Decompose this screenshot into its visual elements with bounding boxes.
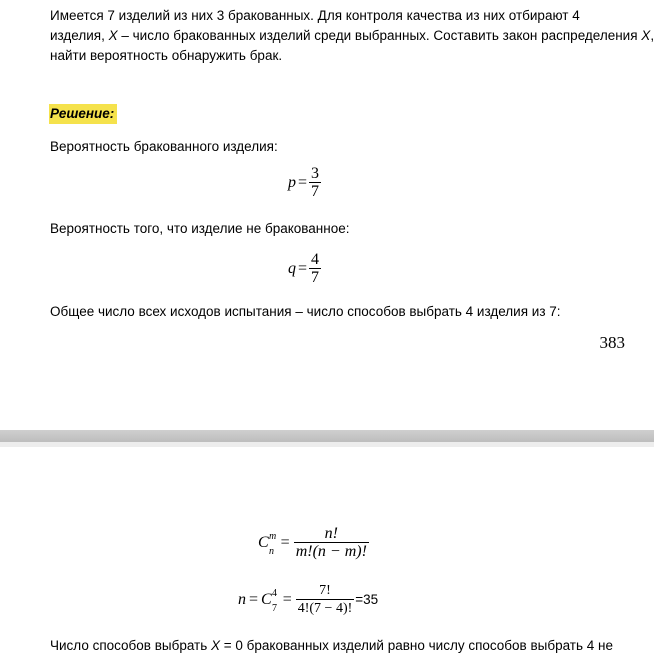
bottom-text: Число способов выбрать bbox=[50, 638, 212, 653]
fraction-numerator: n! bbox=[324, 525, 338, 542]
problem-line-1: Имеется 7 изделий из них 3 бракованных. Для контроля качества из них отбирают 4 bbox=[50, 8, 580, 23]
formula-q bbox=[288, 251, 321, 286]
fraction-denominator: 7 bbox=[311, 269, 320, 286]
problem-text: изделия, bbox=[50, 28, 109, 43]
fraction bbox=[309, 251, 321, 286]
formula-equals: = bbox=[280, 533, 290, 551]
formula-equals: = bbox=[298, 259, 308, 277]
combination-c: C bbox=[258, 533, 269, 551]
combination-symbol bbox=[258, 530, 279, 557]
page-number: 383 bbox=[599, 333, 625, 352]
problem-text: , bbox=[650, 28, 654, 43]
variable-x: X bbox=[641, 28, 651, 43]
fraction-numerator: 4 bbox=[311, 251, 320, 268]
formula-n bbox=[238, 582, 378, 617]
variable-x: X bbox=[108, 28, 118, 43]
problem-statement bbox=[50, 6, 654, 66]
formula-result: =35 bbox=[355, 591, 379, 607]
formula-combinations bbox=[258, 525, 369, 560]
text-bottom bbox=[50, 636, 613, 656]
combination-subscript: 7 bbox=[272, 602, 278, 614]
formula-equals: = bbox=[282, 590, 292, 608]
text-total-outcomes: Общее число всех исходов испытания – число способов выбрать 4 изделия из 7: bbox=[50, 304, 561, 319]
combination-subscript: n bbox=[269, 545, 274, 557]
fraction-denominator: 7 bbox=[311, 183, 320, 200]
solution-label: Решение: bbox=[49, 104, 117, 124]
page-separator bbox=[0, 430, 654, 442]
fraction bbox=[309, 165, 321, 200]
formula-equals: = bbox=[249, 590, 259, 608]
problem-line-2 bbox=[50, 26, 654, 46]
combination-superscript: m bbox=[269, 530, 277, 542]
formula-equals: = bbox=[298, 173, 308, 191]
page-separator-shadow bbox=[0, 442, 654, 447]
variable-x: X bbox=[211, 638, 221, 653]
fraction-denominator: 4!(7 − 4)! bbox=[297, 601, 353, 616]
problem-line-3: найти вероятность обнаружить брак. bbox=[50, 48, 283, 63]
formula-lhs: n bbox=[238, 590, 246, 608]
fraction-numerator: 3 bbox=[311, 165, 320, 182]
fraction-numerator: 7! bbox=[319, 583, 331, 598]
combination-superscript: 4 bbox=[272, 587, 278, 599]
fraction bbox=[294, 525, 369, 560]
fraction bbox=[296, 582, 355, 617]
combination-c: C bbox=[261, 590, 272, 608]
text-defect-probability: Вероятность бракованного изделия: bbox=[50, 139, 278, 154]
text-nondefect-probability: Вероятность того, что изделие не бракованное: bbox=[50, 221, 350, 236]
formula-p bbox=[288, 165, 321, 200]
problem-text: – число бракованных изделий среди выбранных. Составить закон распределения bbox=[117, 28, 642, 43]
fraction-denominator: m!(n − m)! bbox=[295, 543, 367, 560]
bottom-text: = 0 бракованных изделий равно числу способов выбрать 4 не bbox=[220, 638, 613, 653]
formula-lhs: p bbox=[288, 173, 296, 191]
formula-lhs: q bbox=[288, 259, 296, 277]
combination-symbol bbox=[261, 587, 281, 614]
